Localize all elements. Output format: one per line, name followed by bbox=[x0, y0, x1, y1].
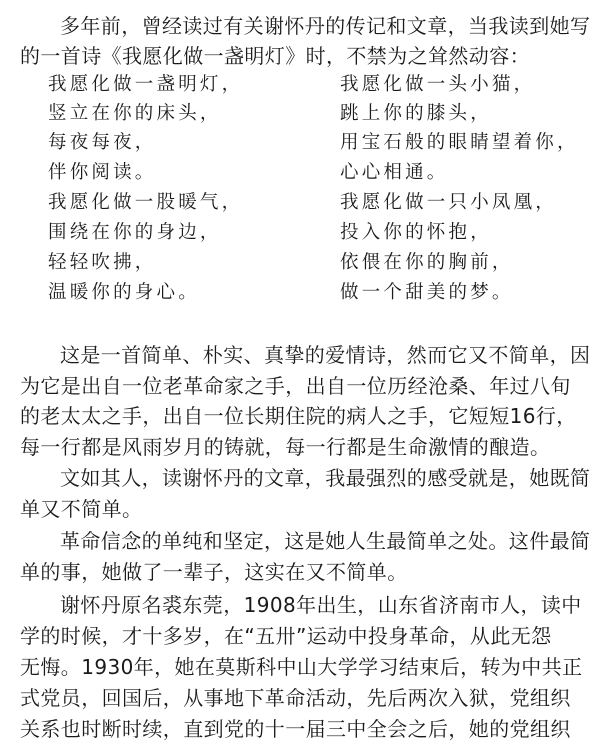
intro-line-2: 的一首诗《我愿化做一盏明灯》时，不禁为之耸然动容： bbox=[20, 44, 530, 68]
poem-line: 用宝石般的眼睛望着你， bbox=[340, 132, 579, 153]
body-line: 每一行都是风雨岁月的铸就，每一行都是生命激情的酿造。 bbox=[20, 435, 551, 459]
poem-line: 每夜每夜， bbox=[48, 132, 157, 153]
poem-line: 投入你的怀抱， bbox=[340, 222, 492, 243]
poem-line: 竖立在你的床头， bbox=[48, 103, 222, 124]
body-line: 谢怀丹原名裘东莞，1908年出生，山东省济南市人，读中 bbox=[60, 593, 582, 617]
poem-line: 依偎在你的胸前， bbox=[340, 252, 514, 273]
poem-line: 伴你阅读。 bbox=[48, 162, 157, 183]
body-line: 单又不简单。 bbox=[20, 497, 143, 521]
body-line: 无悔。1930年，她在莫斯科中山大学学习结束后，转为中共正 bbox=[20, 655, 583, 679]
poem-line: 我愿化做一股暖气， bbox=[48, 192, 244, 213]
body-line: 文如其人，读谢怀丹的文章，我最强烈的感受就是，她既简 bbox=[60, 466, 591, 490]
body-line: 关系也时断时续，直到党的十一届三中全会之后，她的党组织 bbox=[20, 717, 571, 741]
body-line: 学的时候，才十多岁，在“五卅”运动中投身革命，从此无怨 bbox=[20, 624, 552, 648]
poem-line: 温暖你的身心。 bbox=[48, 282, 200, 303]
poem-line: 我愿化做一头小猫， bbox=[340, 74, 536, 95]
poem-line: 心心相通。 bbox=[340, 162, 449, 183]
intro-line-1: 多年前，曾经读过有关谢怀丹的传记和文章，当我读到她写 bbox=[60, 14, 591, 38]
body-line: 这是一首简单、朴实、真挚的爱情诗，然而它又不简单，因 bbox=[60, 343, 591, 367]
body-line: 为它是出自一位老革命家之手，出自一位历经沧桑、年过八旬 bbox=[20, 374, 571, 398]
body-line: 单的事，她做了一辈子，这实在又不简单。 bbox=[20, 560, 408, 584]
poem-line: 跳上你的膝头， bbox=[340, 103, 492, 124]
poem-line: 做一个甜美的梦。 bbox=[340, 282, 514, 303]
body-line: 革命信念的单纯和坚定，这是她人生最简单之处。这件最简 bbox=[60, 529, 591, 553]
poem-line: 我愿化做一只小凤凰， bbox=[340, 192, 558, 213]
body-line: 式党员，回国后，从事地下革命活动，先后两次入狱，党组织 bbox=[20, 686, 571, 710]
poem-line: 轻轻吹拂， bbox=[48, 252, 157, 273]
poem-line: 围绕在你的身边， bbox=[48, 222, 222, 243]
poem-line: 我愿化做一盏明灯， bbox=[48, 74, 244, 95]
body-line: 的老太太之手，出自一位长期住院的病人之手，它短短16行， bbox=[20, 404, 577, 428]
